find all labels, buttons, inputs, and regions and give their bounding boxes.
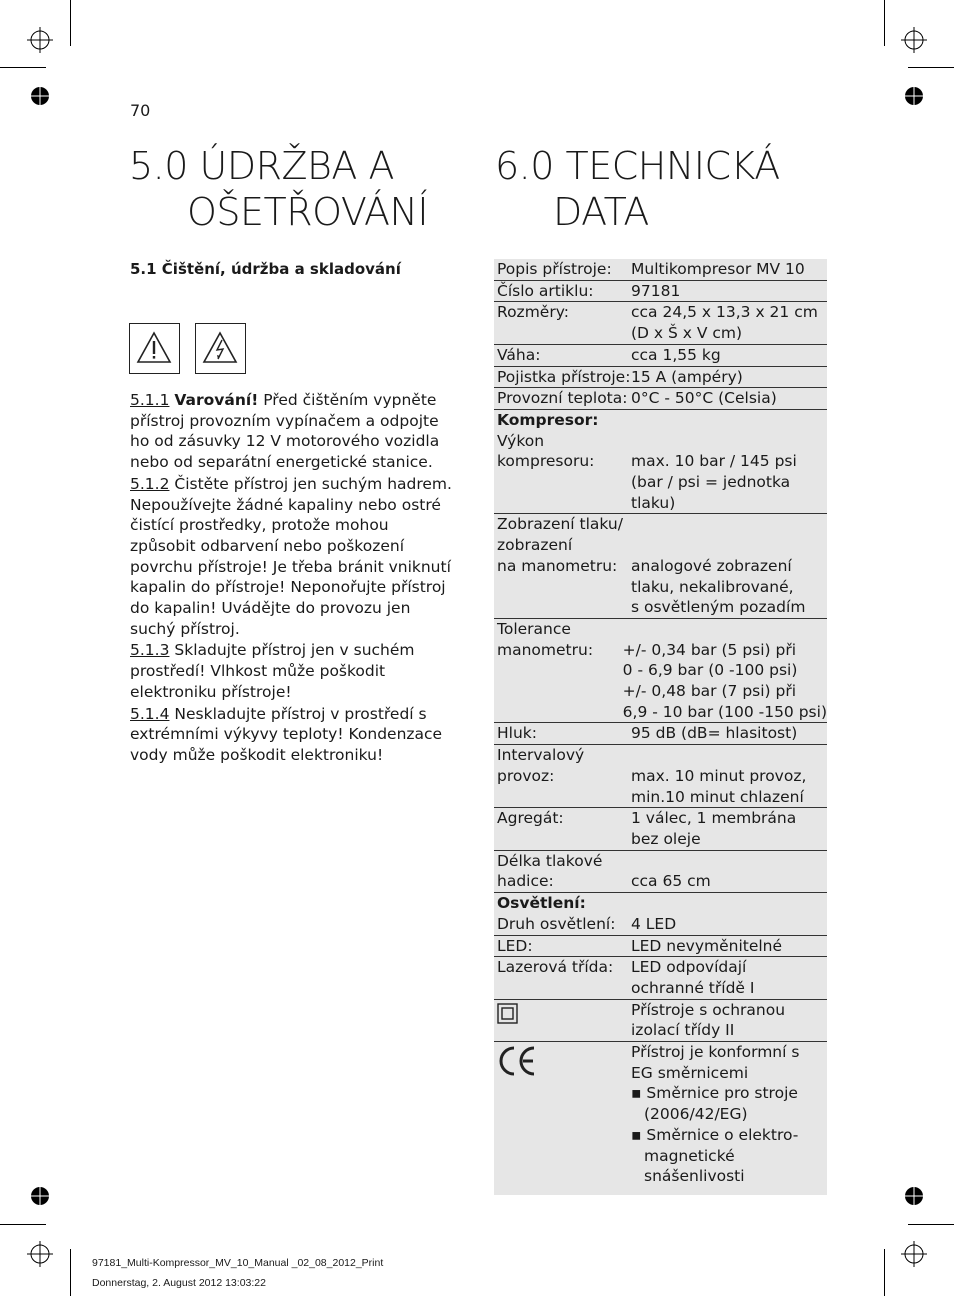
row-value (631, 410, 827, 514)
paragraph-text: způsobit odbarvení nebo poškození (130, 536, 405, 555)
paragraph-line (130, 452, 456, 473)
row-label-bold (497, 410, 631, 431)
paragraph-bold: Varování! (174, 391, 259, 409)
heading-line: 6.0 TECHNICKÁ (495, 144, 780, 188)
row-label-line: kompresoru: (497, 452, 595, 471)
row-value-line: tlaku) (631, 493, 676, 512)
row-label (494, 893, 631, 934)
table-row (494, 1000, 827, 1042)
section-heading-maintenance (129, 143, 428, 235)
paragraph-line (130, 640, 456, 661)
row-value-line: 0 - 6,9 bar (0 -100 psi) (622, 661, 798, 680)
row-label-line: zobrazení (497, 536, 573, 555)
row-value-line: cca 65 cm (631, 872, 711, 891)
crop-mark (0, 67, 46, 68)
row-value (623, 619, 827, 723)
row-value-line: min.10 minut chlazení (631, 787, 804, 806)
table-row (494, 723, 827, 745)
row-label (494, 367, 631, 388)
paragraph-line (130, 682, 456, 703)
paragraph-text: Před čištěním vypněte (258, 391, 437, 409)
row-value-line: EG směrnicemi (631, 1063, 749, 1082)
row-label (494, 410, 631, 514)
row-value (631, 851, 827, 892)
row-label (494, 1042, 631, 1187)
row-value-line: ▪ Směrnice o elektro- (631, 1125, 799, 1144)
row-value (631, 723, 827, 744)
table-row (494, 1042, 827, 1195)
row-value (631, 957, 827, 998)
crop-mark (884, 1249, 885, 1296)
table-row (494, 893, 827, 935)
row-label-line: manometru: (497, 640, 594, 659)
electric-hazard-icon (195, 323, 246, 374)
row-value (631, 1042, 827, 1187)
row-value-line (631, 535, 827, 556)
table-row (494, 936, 827, 958)
paragraph (130, 640, 456, 702)
row-label-line: Číslo artiklu: (497, 281, 594, 300)
paragraph-text: Neskladujte přístroj v prostředí s (169, 704, 427, 723)
paragraph-text: Skladujte přístroj jen v suchém (169, 641, 415, 660)
paragraph-line (130, 598, 456, 619)
registration-mark-icon (901, 1241, 927, 1267)
row-label (494, 281, 631, 302)
row-value (631, 514, 827, 618)
table-row (494, 410, 827, 515)
row-label-line: Intervalový (497, 746, 585, 765)
heading-line: OŠETŘOVÁNÍ (187, 190, 429, 234)
paragraph-text: povrchu přístroje! Je třeba bránit vniknutí (130, 557, 451, 576)
paragraph-line (130, 515, 456, 536)
row-value-line: max. 10 bar / 145 psi (631, 452, 797, 471)
table-row (494, 619, 827, 724)
registration-mark-icon (901, 27, 927, 53)
paragraph-line (130, 431, 456, 452)
row-value-line: izolací třídy II (631, 1021, 735, 1040)
row-value-line: 6,9 - 10 bar (100 -150 psi) (622, 702, 827, 721)
row-value-line: cca 24,5 x 13,3 x 21 cm (631, 303, 818, 322)
registration-mark-icon (27, 27, 53, 53)
row-value-line: 4 LED (631, 914, 677, 933)
row-label-line: Výkon (497, 431, 545, 450)
row-label (494, 745, 631, 807)
paragraph-line (130, 704, 456, 725)
row-value-line: (2006/42/EG) (644, 1105, 748, 1124)
row-value-line: snášenlivosti (644, 1167, 745, 1186)
paragraph-text: elektroniku přístroje! (130, 682, 292, 701)
table-row (494, 302, 827, 344)
paragraph (130, 474, 456, 640)
row-label-line: Pojistka přístroje: (497, 367, 631, 386)
double-square-icon (497, 1000, 631, 1031)
row-value-line: LED odpovídají (631, 958, 747, 977)
row-value (631, 745, 827, 807)
row-value (631, 893, 827, 934)
row-label-line: Provozní teplota: (497, 389, 628, 408)
row-label (494, 619, 623, 723)
section-heading-technical-data (495, 143, 780, 235)
paragraph-line (130, 411, 456, 432)
row-label-line: Zobrazení tlaku/ (497, 515, 623, 534)
page-number: 70 (130, 101, 151, 120)
paragraph-text: do kapalin! Uvádějte do provozu jen (130, 599, 411, 618)
row-value (631, 936, 827, 957)
row-label-line: LED: (497, 936, 533, 955)
row-label (494, 345, 631, 366)
row-value (631, 388, 827, 409)
row-value-line: +/- 0,34 bar (5 psi) při (622, 640, 797, 659)
row-value-line: Přístroje s ochranou (631, 1000, 786, 1019)
table-row (494, 345, 827, 367)
row-label-line: na manometru: (497, 556, 618, 575)
maintenance-text (130, 390, 456, 766)
paragraph-line (130, 390, 456, 411)
row-value (631, 808, 827, 849)
paragraph-text: přístroj provozním vypínačem a odpojte (130, 411, 439, 430)
row-value-line: (D x Š x V cm) (631, 324, 743, 343)
table-row (494, 957, 827, 999)
row-label-line: Délka tlakové (497, 851, 603, 870)
row-value-line: max. 10 minut provoz, (631, 766, 807, 785)
row-value-line: LED nevyměnitelné (631, 936, 783, 955)
registration-dot-icon (904, 86, 924, 106)
row-value-line: 95 dB (dB= hlasitost) (631, 724, 798, 743)
paragraph-text: vody může poškodit elektroniku! (130, 745, 384, 764)
row-value-line: analogové zobrazení (631, 556, 792, 575)
paragraph-line (130, 474, 456, 495)
row-value-line: 97181 (631, 281, 681, 300)
row-value-line: 15 A (ampéry) (631, 367, 743, 386)
row-value-line: cca 1,55 kg (631, 345, 721, 364)
row-label (494, 723, 631, 744)
heading-line: 5.0 ÚDRŽBA A (129, 144, 394, 188)
row-value-line (631, 851, 827, 872)
registration-dot-icon (904, 1186, 924, 1206)
paragraph-line (130, 577, 456, 598)
registration-dot-icon (30, 1186, 50, 1206)
paragraph-text: nebo od separátní energetické stanice. (130, 453, 433, 472)
registration-mark-icon (27, 1241, 53, 1267)
crop-mark (908, 67, 954, 68)
paragraph-text: kapalin do přístroje! Neponořujte přístroj (130, 578, 446, 597)
row-value-line: +/- 0,48 bar (7 psi) při (622, 682, 797, 701)
row-label-line: provoz: (497, 766, 555, 785)
paragraph-line (130, 619, 456, 640)
warning-triangle-icon (129, 323, 180, 374)
paragraph-text: extrémními výkyvy teploty! Kondenzace (130, 725, 443, 744)
crop-mark (884, 0, 885, 46)
paragraph-number: 5.1.3 (130, 641, 170, 660)
paragraph-line (130, 724, 456, 745)
row-value (631, 345, 827, 366)
row-value-line: 1 válec, 1 membrána (631, 809, 797, 828)
row-label (494, 808, 631, 849)
table-row (494, 851, 827, 893)
technical-data-table (494, 259, 827, 1195)
row-label (494, 259, 631, 280)
row-label (494, 936, 631, 957)
heading-line: DATA (553, 190, 649, 234)
row-value-line: Multikompresor MV 10 (631, 260, 805, 278)
crop-mark (908, 1224, 954, 1225)
row-label-line: Rozměry: (497, 303, 569, 322)
paragraph-number: 5.1.1 (130, 391, 170, 409)
footer-date: Donnerstag, 2. August 2012 13:03:22 (92, 1277, 266, 1289)
row-value-line (631, 745, 827, 766)
row-label-line: Popis přístroje: (497, 260, 612, 278)
table-row (494, 281, 827, 303)
row-value-line: magnetické (644, 1146, 735, 1165)
row-value (631, 1000, 827, 1041)
row-label (494, 1000, 631, 1041)
paragraph-text: Čistěte přístroj jen suchým hadrem. (169, 474, 452, 493)
ce-mark-icon (497, 1042, 631, 1086)
row-label-line: hadice: (497, 872, 554, 891)
row-value (631, 302, 827, 343)
row-value-line (631, 410, 827, 431)
paragraph-number: 5.1.4 (130, 704, 170, 723)
row-value-line (631, 514, 827, 535)
paragraph-text: čistící prostředky, protože mohou (130, 516, 389, 535)
row-value-line: tlaku, nekalibrované, (631, 577, 794, 596)
row-label-bold-text: Osvětlení: (497, 894, 586, 913)
table-row (494, 388, 827, 410)
paragraph-number: 5.1.2 (130, 474, 170, 493)
row-value (631, 259, 827, 280)
table-row (494, 808, 827, 850)
row-label-bold-text: Kompresor: (497, 410, 599, 429)
paragraph (130, 390, 456, 473)
crop-mark (70, 1249, 71, 1296)
paragraph-text: prostředí! Vlhkost může poškodit (130, 662, 386, 681)
paragraph-text: ho od zásuvky 12 V motorového vozidla (130, 432, 440, 451)
paragraph-line (130, 495, 456, 516)
row-value-line: 0°C - 50°C (Celsia) (631, 389, 777, 408)
row-value-line (631, 893, 827, 914)
row-label-bold (497, 893, 631, 914)
footer-filename: 97181_Multi-Kompressor_MV_10_Manual _02_08_2012_Print (92, 1257, 384, 1269)
row-value (631, 281, 827, 302)
row-value-line: ▪ Směrnice pro stroje (631, 1084, 798, 1103)
row-value (631, 367, 827, 388)
table-row (494, 367, 827, 389)
row-label (494, 514, 631, 618)
row-value-line: Přístroj je konformní s (631, 1043, 800, 1062)
table-row (494, 745, 827, 808)
crop-mark (70, 0, 71, 46)
row-label-line: Hluk: (497, 724, 537, 743)
table-row (494, 514, 827, 619)
paragraph-line (130, 557, 456, 578)
paragraph (130, 704, 456, 766)
paragraph-line (130, 745, 456, 766)
row-label-line: Druh osvětlení: (497, 914, 616, 933)
row-value-line: ochranné třídě I (631, 978, 755, 997)
row-label-line: Tolerance (497, 619, 571, 638)
row-label-line: Váha: (497, 345, 541, 364)
row-value-line (623, 619, 827, 640)
row-value-line: s osvětleným pozadím (631, 598, 806, 617)
registration-dot-icon (30, 86, 50, 106)
paragraph-line (130, 661, 456, 682)
row-label (494, 957, 631, 998)
crop-mark (0, 1224, 46, 1225)
row-value-line: bez oleje (631, 829, 701, 848)
row-value-line: (bar / psi = jednotka (631, 473, 791, 492)
paragraph-line (130, 536, 456, 557)
paragraph-text: Nepoužívejte žádné kapaliny nebo ostré (130, 495, 441, 514)
row-label (494, 851, 631, 892)
paragraph-text: suchý přístroj. (130, 619, 240, 638)
table-row (494, 259, 827, 281)
row-label (494, 388, 631, 409)
row-value-line (631, 431, 827, 452)
subheading-cleaning: 5.1 Čištění, údržba a skladování (130, 260, 401, 278)
row-label (494, 302, 631, 343)
row-label-line: Lazerová třída: (497, 958, 614, 977)
row-label-line: Agregát: (497, 809, 564, 828)
